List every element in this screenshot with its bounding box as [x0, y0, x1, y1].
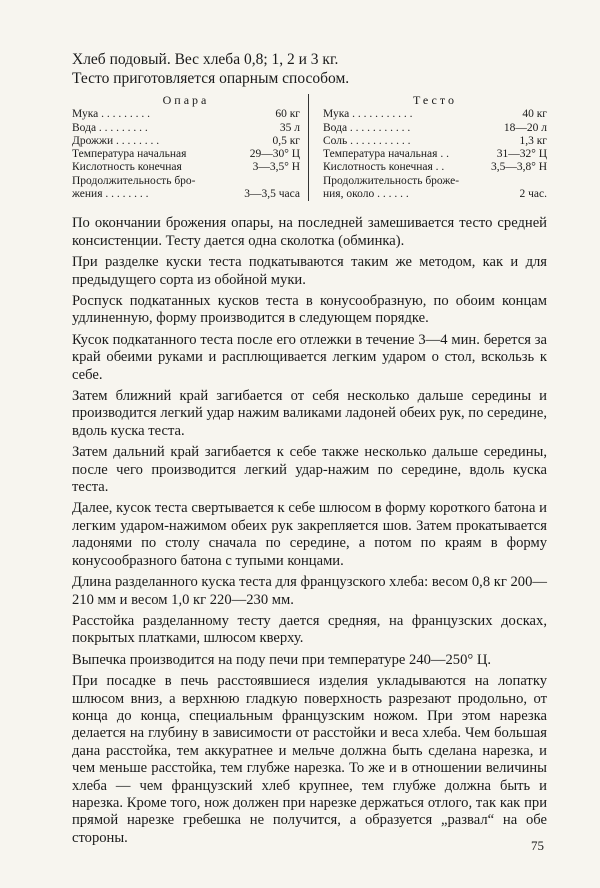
opara-table [72, 94, 308, 201]
table-row: Продолжительность броже- [323, 174, 460, 187]
paragraph: По окончании брожения опары, на последней замешивается тесто средней консистенции. Тесту дается одна сколотка (обминка). [72, 215, 547, 249]
table-row: Мука . . . . . . . . . 60 кг [72, 108, 300, 121]
paragraph: При разделке куски теста подкатываются таким же методом, как и для предыдущего сорта из обойной муки. [72, 254, 547, 288]
paragraph: Затем ближний край загибается от себя несколько дальше середины и производится легкий удар нажим валиками ладоней обеих рук, по середине, вдоль куска теста. [72, 388, 547, 439]
paragraph: Далее, кусок теста свертывается к себе шлюсом в форму короткого батона и легким ударом-нажимом обеих рук закрепляется шов. Затем прокатывается ладонями по столу сначала по середине, а потом по краям в форму конусообразного батона с тупыми концами. [72, 500, 547, 569]
table-row: Температура начальная . . 31—32° Ц [323, 148, 547, 161]
testo-heading: Тесто [413, 93, 457, 107]
opara-heading: Опара [162, 93, 210, 107]
table-row: Вода . . . . . . . . . . . 18—20 л [323, 121, 547, 134]
table-row: Соль . . . . . . . . . . . 1,3 кг [323, 134, 547, 147]
table-row: Температура начальная 29—30° Ц [72, 148, 300, 161]
page-number: 75 [531, 838, 544, 853]
paragraph: Расстойка разделанному тесту дается средняя, на французских досках, покрытых платками, шлюсом кверху. [72, 612, 547, 647]
table-row: жения . . . . . . . . 3—3,5 часа [72, 188, 300, 201]
paragraph: Затем дальний край загибается к себе также несколько дальше середины, после чего производится легкий удар-нажим по середине, вдоль куска теста. [72, 444, 547, 496]
table-row: Кислотность конечная 3—3,5° Н [72, 161, 300, 174]
table-row: Дрожжи . . . . . . . . 0,5 кг [72, 134, 300, 147]
table-row: Продолжительность бро- [72, 174, 196, 187]
paragraph: Кусок подкатанного теста после его отлежки в течение 3—4 мин. берется за край обеими руками и расплющивается легким ударом о стол, вскользь к себе. [72, 331, 547, 383]
table-row: Вода . . . . . . . . . 35 л [72, 121, 300, 134]
body-text [72, 215, 547, 847]
table-row: ния, около . . . . . . 2 час. [323, 188, 547, 201]
paragraph: Длина разделанного куска теста для французского хлеба: весом 0,8 кг 200—210 мм и весом 1,0 кг 220—230 мм. [72, 574, 547, 608]
testo-table [308, 94, 547, 201]
intro-block [72, 50, 544, 88]
table-row: Кислотность конечная . . 3,5—3,8° Н [323, 161, 547, 174]
recipe-tables [72, 94, 547, 201]
paragraph: Роспуск подкатанных кусков теста в конусообразную, по обоим концам удлиненную, форму производится в следующем порядке. [72, 293, 547, 327]
table-row: Мука . . . . . . . . . . . 40 кг [323, 108, 547, 121]
paragraph: При посадке в печь расстоявшиеся изделия укладываются на лопатку шлюсом вниз, а верхнюю гладкую поверхность разрезают продольно, от конца до конца, специальным французским ножом. При этом нарезка делается на глубину в зависимости от расстойки и веса хлеба. Чем большая дана расстойка, тем аккуратнее и мельче должна быть сделана нарезка, и чем меньше расстойка, тем глубже нарезка. То же и в отношении величины хлеба — чем французский хлеб крупнее, тем глубже должна быть и нарезка. Кроме того, нож должен при нарезке держаться отлого, так как при прямой нарезке гребешка не получится, а образуется „развал“ на обе стороны. [72, 673, 547, 846]
intro-line-2: Тесто приготовляется опарным способом. [72, 70, 350, 87]
paragraph: Выпечка производится на поду печи при температуре 240—250° Ц. [72, 651, 492, 668]
intro-line-1: Хлеб подовый. Вес хлеба 0,8; 1, 2 и 3 кг. [72, 51, 339, 68]
